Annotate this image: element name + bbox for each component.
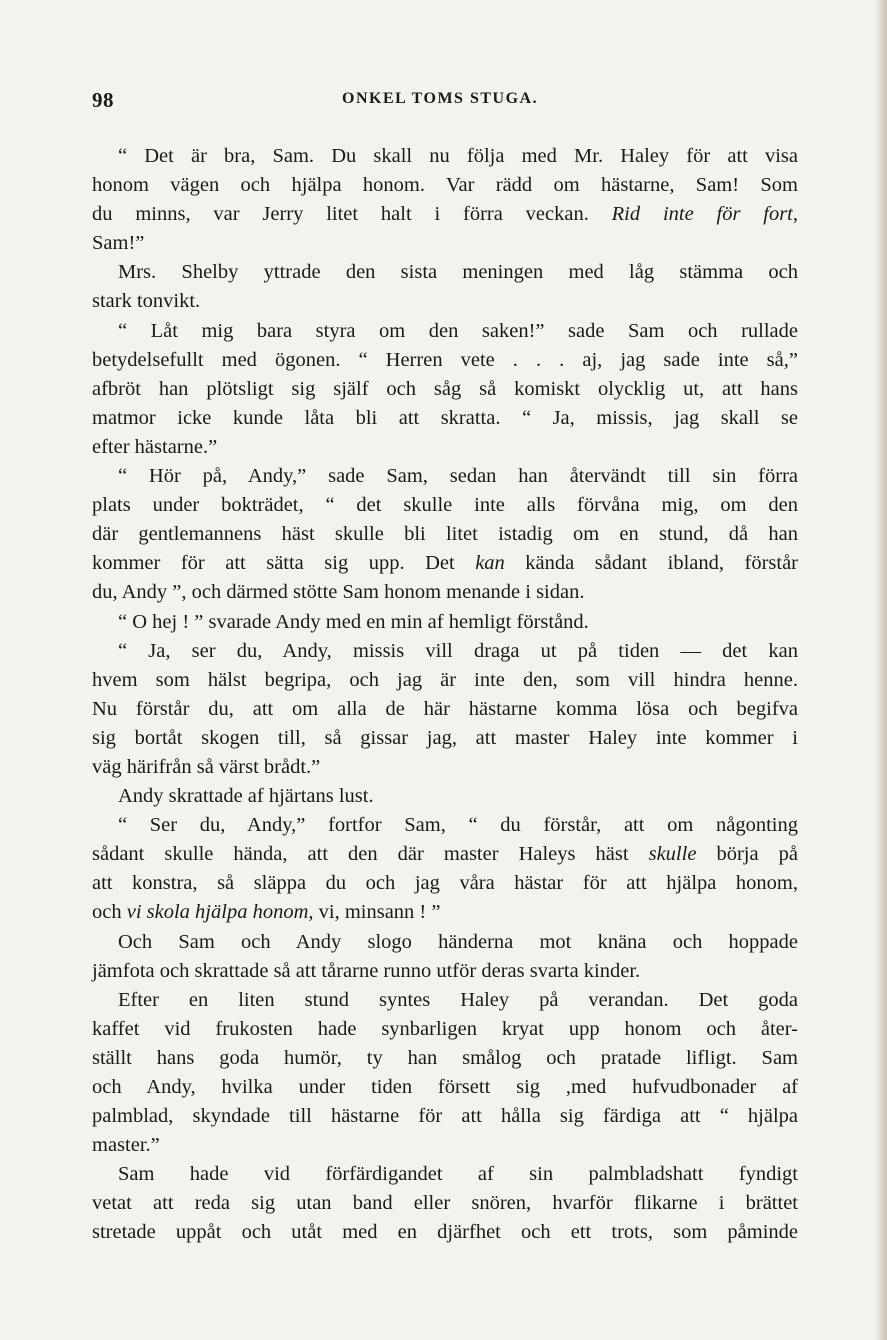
text-line: ställt hans goda humör, ty han smålog och pratade lifligt. Sam bbox=[92, 1046, 798, 1069]
text-line: jämfota och skrattade så att tårarne runno utför deras svarta kinder. bbox=[92, 959, 641, 982]
text-line: honom vägen och hjälpa honom. Var rädd om hästarne, Sam! Som bbox=[92, 174, 798, 197]
text-line: palmblad, skyndade till hästarne för att hålla sig färdiga att “ hjälpa bbox=[92, 1105, 798, 1128]
text-line bbox=[92, 200, 798, 229]
italic-text: Rid inte för fort, bbox=[611, 203, 799, 226]
text-line: hvem som hälst begripa, och jag är inte den, som vill hindra henne. bbox=[92, 668, 798, 691]
text-segment: vi, minsann ! ” bbox=[313, 901, 441, 924]
italic-text: vi skola hjälpa honom, bbox=[126, 901, 314, 924]
text-line: “ Hör på, Andy,” sade Sam, sedan han återvändt till sin förra bbox=[118, 465, 798, 488]
text-segment: kommer för att sätta sig upp. Det bbox=[92, 552, 476, 575]
running-title: ONKEL TOMS STUGA. bbox=[342, 90, 539, 107]
body-text bbox=[92, 142, 798, 1248]
text-line: att konstra, så släppa du och jag våra hästar för att hjälpa honom, bbox=[92, 872, 798, 895]
text-segment: kända sådant ibland, förstår bbox=[504, 552, 798, 575]
text-line: betydelsefullt med ögonen. “ Herren vete . . . aj, jag sade inte så,” bbox=[92, 348, 798, 371]
text-line: Sam hade vid förfärdigandet af sin palmbladshatt fyndigt bbox=[118, 1163, 798, 1186]
text-line: plats under bokträdet, “ det skulle inte alls förvåna mig, om den bbox=[92, 494, 798, 517]
text-line: Efter en liten stund syntes Haley på verandan. Det goda bbox=[118, 988, 798, 1011]
text-line: stretade uppåt och utåt med en djärfhet och ett trots, som påminde bbox=[92, 1221, 798, 1244]
text-line: vetat att reda sig utan band eller snören, hvarför flikarne i brättet bbox=[92, 1192, 798, 1215]
italic-text: skulle bbox=[648, 843, 697, 866]
text-line: “ Ser du, Andy,” fortfor Sam, “ du förstår, att om någonting bbox=[118, 814, 798, 837]
text-line: “ Låt mig bara styra om den saken!” sade Sam och rullade bbox=[118, 319, 798, 342]
page-edge-shadow bbox=[875, 0, 887, 1340]
text-line: afbröt han plötsligt sig själf och såg så komiskt olycklig ut, att hans bbox=[92, 377, 798, 400]
page-header bbox=[92, 88, 798, 118]
text-line: väg härifrån så värst brådt.” bbox=[92, 755, 321, 778]
text-line bbox=[92, 549, 798, 578]
text-line bbox=[92, 840, 798, 869]
text-line: Mrs. Shelby yttrade den sista meningen med låg stämma och bbox=[118, 261, 798, 284]
text-line: master.” bbox=[92, 1134, 160, 1157]
italic-text: kan bbox=[475, 552, 505, 575]
page-number: 98 bbox=[92, 88, 114, 112]
text-segment: sådant skulle hända, att den där master Haleys häst bbox=[92, 843, 649, 866]
text-line: “ Ja, ser du, Andy, missis vill draga ut på tiden — det kan bbox=[118, 639, 798, 662]
text-line: Och Sam och Andy slogo händerna mot knäna och hoppade bbox=[118, 930, 798, 953]
text-line: sig bortåt skogen till, så gissar jag, att master Haley inte kommer i bbox=[92, 726, 798, 749]
text-line: och Andy, hvilka under tiden försett sig ,med hufvudbonader af bbox=[92, 1076, 798, 1098]
text-line: efter hästarne.” bbox=[92, 435, 218, 458]
text-line: matmor icke kunde låta bli att skratta. “ Ja, missis, jag skall se bbox=[92, 406, 798, 429]
text-line bbox=[92, 898, 798, 927]
text-line: Nu förstår du, att om alla de här hästarne komma lösa och begifva bbox=[92, 697, 798, 720]
text-line: “ O hej ! ” svarade Andy med en min af hemligt förstånd. bbox=[118, 610, 589, 633]
text-line: “ Det är bra, Sam. Du skall nu följa med Mr. Haley för att visa bbox=[118, 145, 798, 167]
text-line: du, Andy ”, och därmed stötte Sam honom menande i sidan. bbox=[92, 581, 585, 604]
text-segment: och bbox=[92, 901, 127, 924]
text-line: stark tonvikt. bbox=[92, 290, 201, 313]
text-line: kaffet vid frukosten hade synbarligen kryat upp honom och åter- bbox=[92, 1017, 798, 1040]
text-segment: börja på bbox=[696, 843, 798, 866]
text-line: där gentlemannens häst skulle bli litet istadig om en stund, då han bbox=[92, 523, 798, 546]
text-line: Andy skrattade af hjärtans lust. bbox=[118, 785, 374, 808]
text-line: Sam!” bbox=[92, 232, 145, 255]
text-segment: du minns, var Jerry litet halt i förra veckan. bbox=[92, 203, 612, 226]
